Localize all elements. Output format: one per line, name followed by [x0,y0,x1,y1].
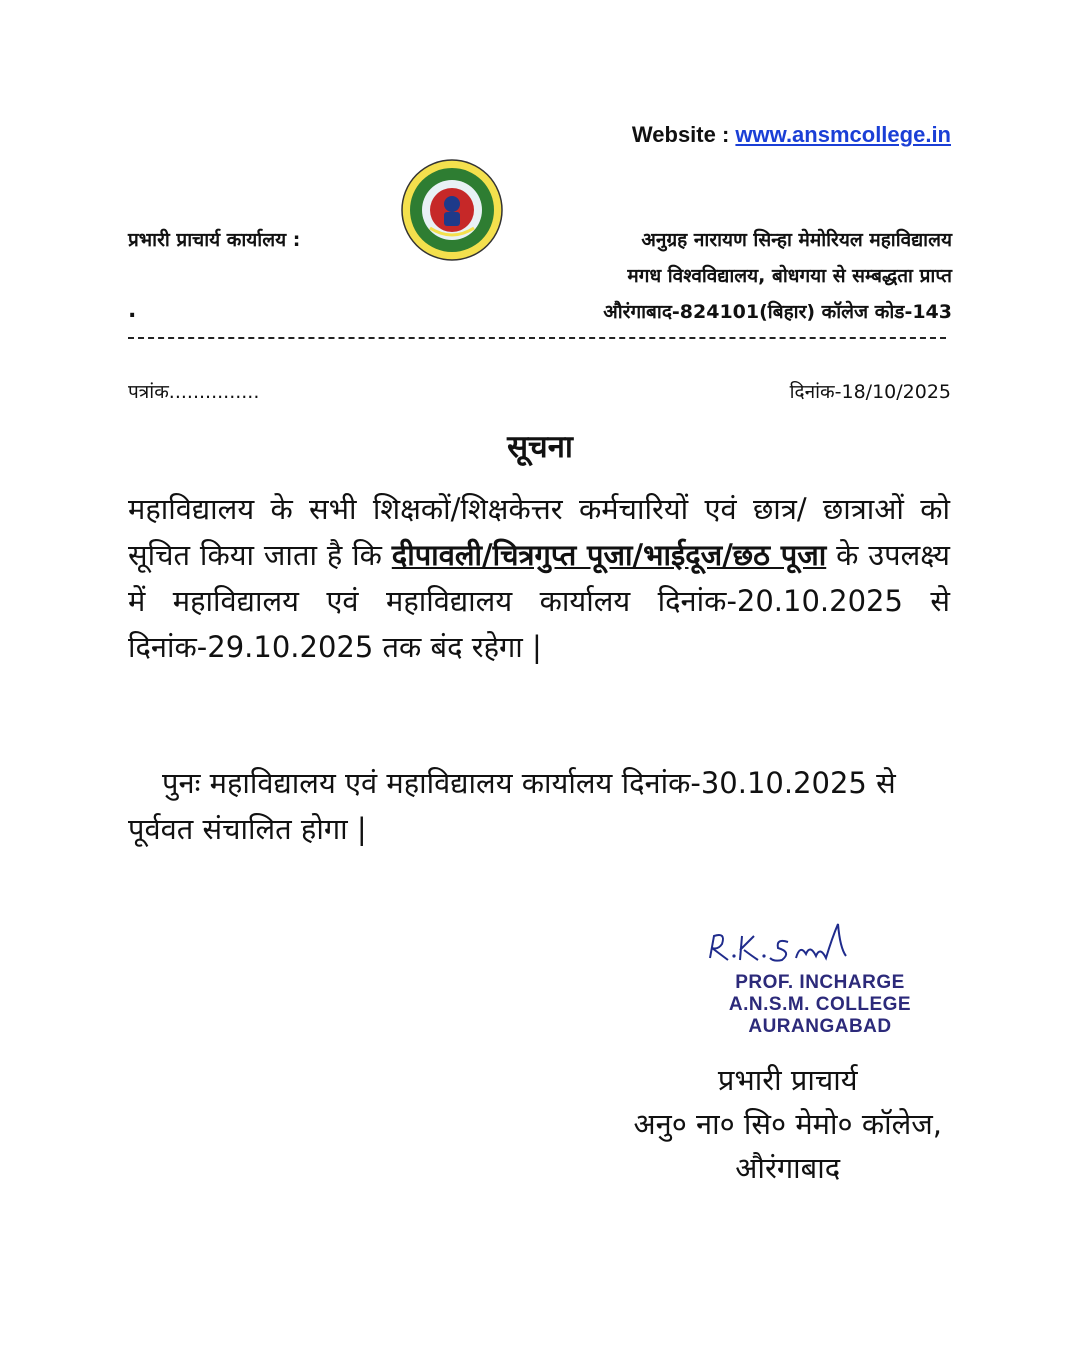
para1-text-after: के उपलक्ष्य में महाविद्यालय एवं महाविद्यालय कार्यालय दिनांक-20.10.2025 से दिनांक-29.10.2025 तक बंद रहेगा | [128,538,950,664]
para1-text-before: महाविद्यालय के सभी शिक्षकों/शिक्षकेत्तर कर्मचारियों एवं छात्र/ छात्राओं को सूचित किया जाता है कि [128,492,950,572]
college-name: अनुग्रह नारायण सिन्हा मेमोरियल महाविद्यालय [641,229,952,251]
letter-number: पत्रांक............... [128,381,260,403]
letter-date: दिनांक-18/10/2025 [789,381,951,403]
website-link[interactable]: www.ansmcollege.in [735,122,951,147]
handwritten-signature [700,918,900,968]
dot-marker: . [128,298,137,323]
stamp-line-3: AURANGABAD [748,1016,892,1037]
designation-college: अनु० ना० सि० मेमो० कॉलेज, [633,1107,942,1141]
website-line [632,122,951,148]
notice-title: सूचना [507,429,573,465]
office-stamp [690,972,950,1038]
college-address: औरंगाबाद-824101(बिहार) कॉलेज कोड-143 [603,301,952,323]
stamp-line-2: A.N.S.M. COLLEGE [728,994,912,1015]
college-emblem-icon [400,158,504,262]
notice-paragraph-1 [128,486,950,670]
festival-names: दीपावली/चित्रगुप्त पूजा/भाईदूज/छठ पूजा [391,538,827,572]
header-divider [128,337,946,339]
college-address-block [603,222,952,330]
office-label: प्रभारी प्राचार्य कार्यालय : [128,229,301,251]
college-affiliation: मगध विश्वविद्यालय, बोधगया से सम्बद्धता प्राप्त [627,265,952,287]
website-label: Website : [631,122,730,147]
designation-block [633,1058,942,1190]
designation-city: औरंगाबाद [735,1151,841,1185]
designation-title: प्रभारी प्राचार्य [717,1063,858,1097]
stamp-line-1: PROF. INCHARGE [735,972,905,993]
notice-paragraph-2: पुनः महाविद्यालय एवं महाविद्यालय कार्यालय दिनांक-30.10.2025 से पूर्ववत संचालित होगा | [128,766,896,846]
